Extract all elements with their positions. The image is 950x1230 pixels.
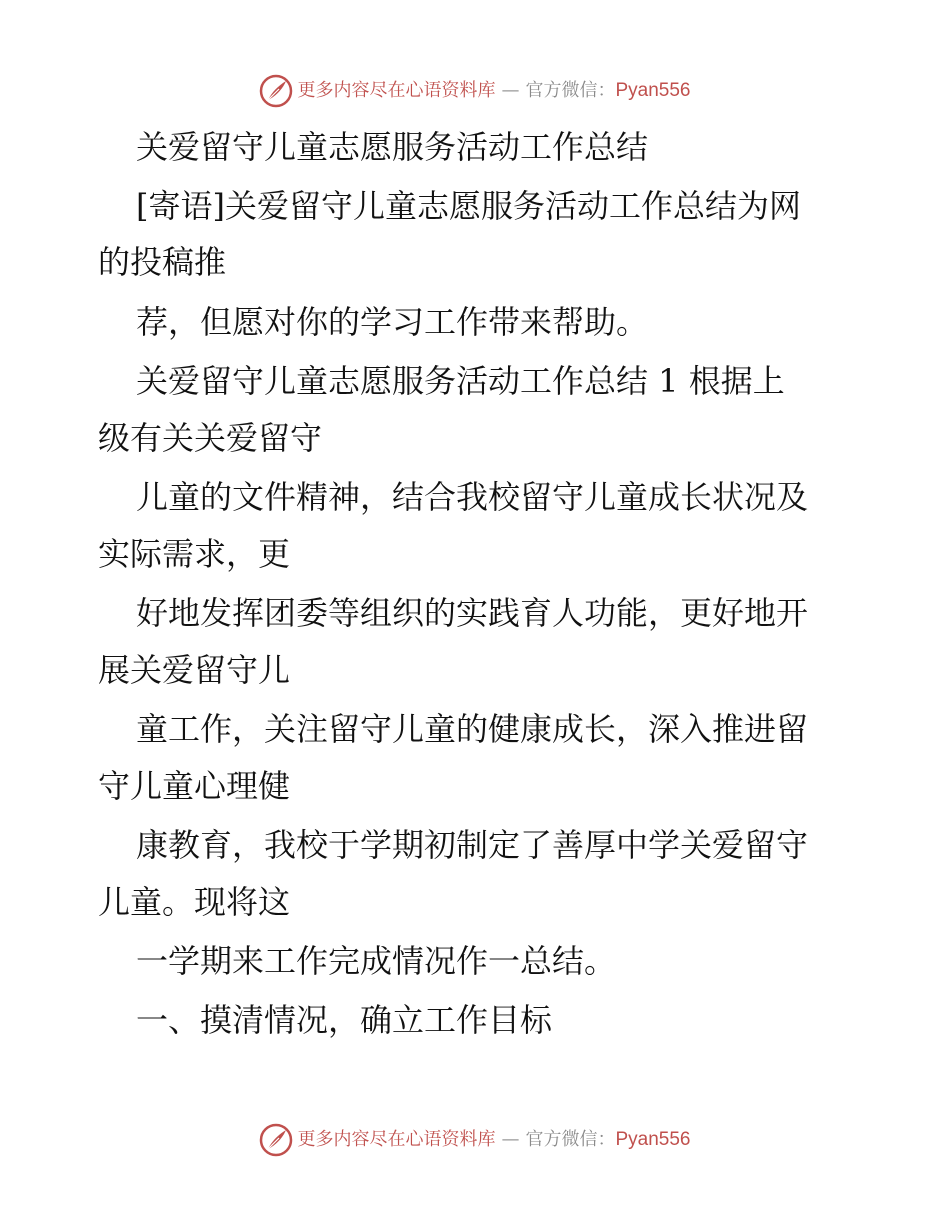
paragraph-line: 好地发挥团委等组织的实践育人功能，更好地开 <box>136 594 809 632</box>
section-heading: 一、摸清情况，确立工作目标 <box>136 1001 553 1039</box>
paragraph-line: 守儿童心理健 <box>98 767 291 805</box>
watermark-main-text: 更多内容尽在心语资料库 <box>297 1129 496 1150</box>
watermark-label: 官方微信： <box>525 1129 616 1150</box>
paragraph-line: 康教育，我校于学期初制定了善厚中学关爱留守 <box>136 826 809 864</box>
watermark-label: 官方微信： <box>525 80 616 101</box>
paragraph-line: 的投稿推 <box>98 243 227 281</box>
paragraph-line: 实际需求，更 <box>98 535 291 573</box>
watermark-id: Pyan556 <box>615 80 691 101</box>
paragraph-line: 展关爱留守儿 <box>98 651 291 689</box>
paragraph-line: [寄语]关爱留守儿童志愿服务活动工作总结为网 <box>136 187 801 225</box>
watermark-main-text: 更多内容尽在心语资料库 <box>297 80 496 101</box>
watermark-separator: — <box>501 80 520 101</box>
paragraph-line: 荐，但愿对你的学习工作带来帮助。 <box>136 303 649 341</box>
paragraph-line: 关爱留守儿童志愿服务活动工作总结 1 根据上 <box>136 362 785 400</box>
watermark-separator: — <box>501 1129 520 1150</box>
paragraph-line: 童工作，关注留守儿童的健康成长，深入推进留 <box>136 710 809 748</box>
header-watermark <box>0 71 950 111</box>
paragraph-line: 儿童。现将这 <box>98 883 291 921</box>
paragraph-line: 级有关关爱留守 <box>98 419 323 457</box>
footer-watermark <box>0 1120 950 1160</box>
watermark-id: Pyan556 <box>615 1129 691 1150</box>
paragraph-line: 儿童的文件精神，结合我校留守儿童成长状况及 <box>136 478 809 516</box>
paragraph-line: 一学期来工作完成情况作一总结。 <box>136 942 617 980</box>
feather-pen-logo-icon <box>259 74 293 108</box>
document-title: 关爱留守儿童志愿服务活动工作总结 <box>136 128 649 166</box>
feather-pen-logo-icon <box>259 1123 293 1157</box>
